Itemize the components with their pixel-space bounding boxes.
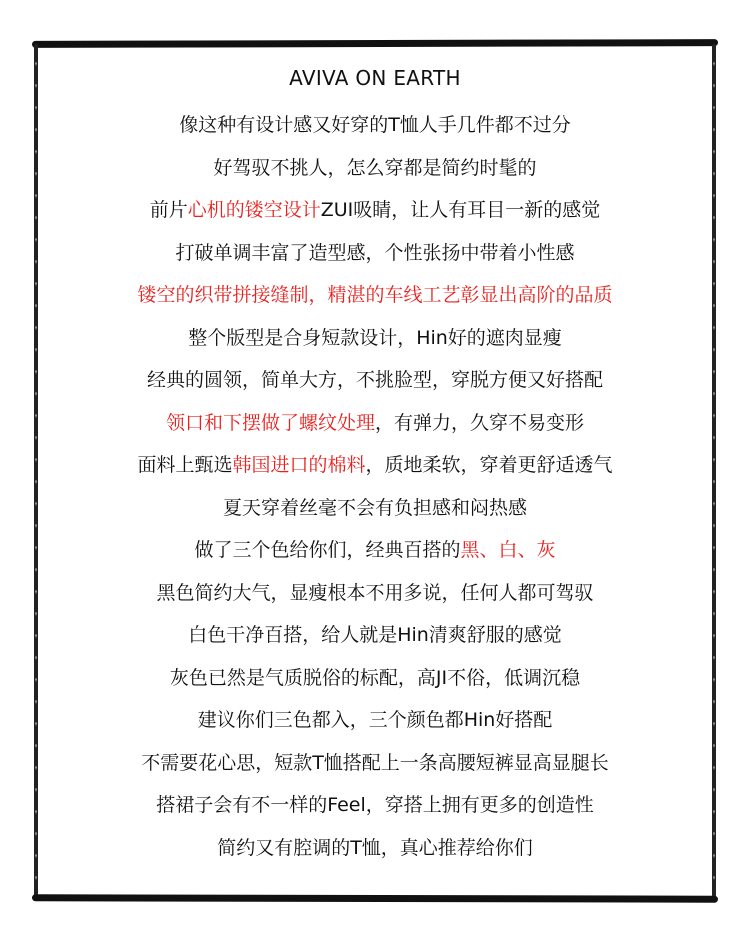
description-line [40, 572, 710, 615]
line-text: 好驾驭不挑人，怎么穿都是简约时髦的 [213, 156, 537, 179]
description-line [40, 274, 710, 317]
brand-title: AVIVA ON EARTH [289, 66, 461, 90]
description-line [40, 529, 710, 572]
line-text: 黑色简约大气，显瘦根本不用多说，任何人都可驾驭 [156, 581, 594, 604]
frame-top-border [32, 39, 718, 48]
description-line [40, 614, 710, 657]
line-text: ZUI吸睛，让人有耳目一新的感觉 [320, 199, 601, 221]
frame-left-border [34, 44, 38, 897]
line-text: ，质地柔软，穿着更舒适透气 [365, 454, 613, 476]
line-text: 做了三个色给你们，经典百搭的 [194, 539, 461, 561]
highlighted-text: 镂空的织带拼接缝制，精湛的车线工艺彰显出高阶的品质 [137, 284, 613, 306]
line-text: 灰色已然是气质脱俗的标配，高JI不俗，低调沉稳 [169, 666, 581, 689]
description-line [40, 104, 710, 147]
description-line [40, 189, 710, 232]
description-line [40, 317, 710, 360]
description-lines [40, 104, 710, 869]
line-text: 像这种有设计感又好穿的T恤人手几件都不过分 [179, 114, 571, 136]
line-text: 经典的圆领，简单大方，不挑脸型，穿脱方便又好搭配 [146, 369, 603, 391]
description-content [40, 62, 710, 869]
description-line [40, 359, 710, 402]
line-text: 不需要花心思，短款T恤搭配上一条高腰短裤显高显腿长 [141, 751, 609, 774]
description-line [40, 147, 710, 190]
description-line [40, 232, 710, 275]
highlighted-text: 领口和下摆做了螺纹处理 [165, 411, 375, 434]
frame-right-border [712, 44, 716, 897]
description-line [40, 487, 710, 530]
line-text: 搭裙子会有不一样的Feel，穿搭上拥有更多的创造性 [156, 794, 594, 816]
line-text: 建议你们三色都入，三个颜色都Hin好搭配 [197, 709, 553, 731]
line-text: 打破单调丰富了造型感，个性张扬中带着小性感 [175, 241, 575, 264]
line-text: 简约又有腔调的T恤，真心推荐给你们 [217, 836, 533, 859]
description-line [40, 657, 710, 700]
line-text: 面料上甄选 [137, 454, 233, 476]
line-text: 前片 [149, 199, 188, 221]
description-line [40, 402, 710, 445]
highlighted-text: 韩国进口的棉料 [232, 454, 366, 476]
description-line [40, 784, 710, 827]
line-text: 白色干净百搭，给人就是Hin清爽舒服的感觉 [188, 624, 562, 646]
line-text: 整个版型是合身短款设计，Hin好的遮肉显瘦 [188, 326, 562, 349]
line-text: ，有弹力，久穿不易变形 [375, 411, 585, 434]
description-line [40, 742, 710, 785]
line-text: 夏天穿着丝毫不会有负担感和闷热感 [222, 496, 527, 519]
frame-bottom-border [32, 894, 718, 902]
description-line [40, 444, 710, 487]
highlighted-text: 黑、白、灰 [460, 539, 556, 561]
description-line [40, 699, 710, 742]
highlighted-text: 心机的镂空设计 [187, 199, 321, 221]
description-line [40, 827, 710, 870]
